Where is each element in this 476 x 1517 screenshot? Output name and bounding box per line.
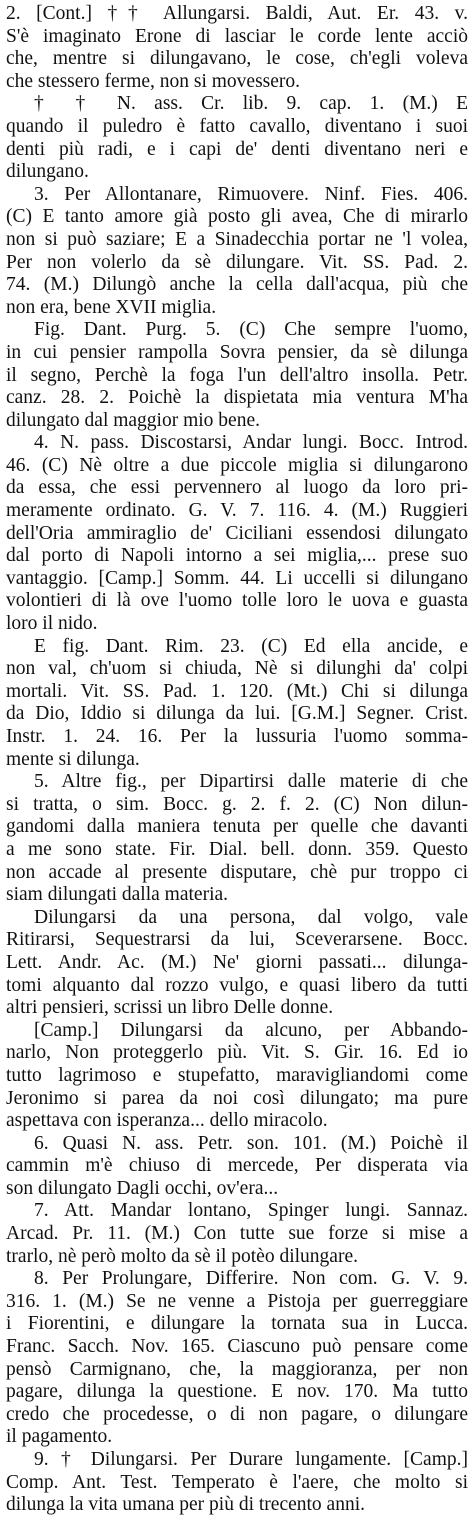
- text-line: cammin m'è chiuso di mercede, Per disperata via: [6, 1155, 468, 1177]
- text-line: S'è imaginato Erone di lasciar le corde lente acciò: [6, 25, 468, 47]
- text-line: Lett. Andr. Ac. (M.) Ne' giorni passati... dilunga-: [6, 951, 468, 973]
- text-line: pensò Carmignano, che, la maggioranza, per non: [6, 1358, 468, 1380]
- text-line: mente si dilunga.: [6, 748, 140, 770]
- text-line: mortali. Vit. SS. Pad. 1. 120. (Mt.) Chi si dilunga: [6, 680, 468, 702]
- text-line: volontieri di là ove l'uomo tolle loro le uova e guasta: [6, 590, 468, 612]
- text-line: dal porto di Napoli intorno a sei miglia,... prese suo: [6, 545, 468, 567]
- text-line: si tratta, o sim. Bocc. g. 2. f. 2. (C) Non dilun-: [6, 793, 468, 815]
- text-line: dilunga la vita umana per più di trecento anni.: [6, 1494, 366, 1516]
- text-line: altri pensieri, scrissi un libro Delle donne.: [6, 997, 334, 1019]
- text-line: quando il puledro è fatto cavallo, diventano i suoi: [6, 115, 468, 137]
- text-line: siam dilungati dalla materia.: [6, 884, 229, 906]
- text-line: da essa, che essi pervennero al luogo da loro pri-: [6, 477, 468, 499]
- text-line: (C) E tanto amore già posto gli avea, Che di mirarlo: [6, 206, 468, 228]
- text-line: il segno, Perchè la foga l'un dell'altro insolla. Petr.: [6, 364, 468, 386]
- text-line: Dilungarsi da una persona, dal volgo, vale: [34, 906, 468, 928]
- text-line: i Fiorentini, e dilungare la tornata sua in Lucca.: [6, 1313, 468, 1335]
- text-line: aspettava con isperanza... dello miracolo.: [6, 1110, 328, 1132]
- text-line: Jeronimo si parea da noi così dilungato; ma pure: [6, 1087, 468, 1109]
- text-line: da Dio, Iddio si dilunga da lui. [G.M.] Segner. Crist.: [6, 703, 468, 725]
- text-line: narlo, Non proteggerlo più. Vit. S. Gir. 16. Ed io: [6, 1042, 468, 1064]
- text-line: trarlo, nè però molto da sè il potèo dilungare.: [6, 1245, 358, 1267]
- text-line: non era, bene XVII miglia.: [6, 296, 217, 318]
- text-line: 74. (M.) Dilungò anche la cella dall'acqua, più che: [6, 274, 468, 296]
- text-line: credo che procedesse, o di non pagare, o dilungare: [6, 1403, 468, 1425]
- text-line: Instr. 1. 24. 16. Per la lussuria l'uomo somma-: [6, 726, 468, 747]
- text-line: meramente ordinato. G. V. 7. 116. 4. (M.) Ruggieri: [6, 500, 468, 522]
- text-line: Arcad. Pr. 11. (M.) Con tutte sue forze si mise a: [6, 1223, 468, 1245]
- text-line: pagare, dilunga la questione. E nov. 170. Ma tutto: [6, 1381, 468, 1403]
- text-line: 7. Att. Mandar lontano, Spinger lungi. Sannaz.: [34, 1200, 468, 1222]
- text-line: loro il nido.: [6, 613, 98, 635]
- text-line: Ritirarsi, Sequestrarsi da lui, Sceverarsene. Bocc.: [6, 929, 468, 951]
- text-line: Per non volerlo da sè dilungare. Vit. SS. Pad. 2.: [6, 251, 468, 273]
- text-line: 2. [Cont.] †† Allungarsi. Baldi, Aut. Er. 43. v.: [6, 3, 468, 24]
- text-line: 8. Per Prolungare, Differire. Non com. G. V. 9.: [34, 1268, 468, 1290]
- dictionary-page: [6, 0, 468, 1517]
- text-line: Comp. Ant. Test. Temperato è l'aere, che molto si: [6, 1471, 468, 1493]
- text-line: [Camp.] Dilungarsi da alcuno, per Abbando-: [34, 1019, 468, 1041]
- text-line: gandomi dalla maniera tenuta per quelle che davanti: [6, 816, 468, 838]
- text-line: E fig. Dant. Rim. 23. (C) Ed ella ancide, e: [34, 635, 468, 657]
- text-line: Franc. Sacch. Nov. 165. Ciascuno può pensare come: [6, 1336, 468, 1358]
- text-line: dilungano.: [6, 161, 89, 183]
- text-line: che stessero ferme, non si movessero.: [6, 70, 301, 92]
- text-line: non val, ch'uom si chiuda, Nè si dilunghi da' colpi: [6, 658, 468, 680]
- text-line: dell'Oria ammiraglio de' Ciciliani essendosi dilungato: [6, 522, 468, 544]
- text-line: che, mentre si dilungavano, le cose, ch'egli voleva: [6, 48, 468, 70]
- text-line: denti più radi, e i capi de' denti diventano neri e: [6, 138, 468, 160]
- text-line: tomi alquanto dal rozzo vulgo, e quasi libero da tutti: [6, 974, 468, 996]
- text-line: non accade al presente disputare, chè pur troppo ci: [6, 861, 468, 883]
- text-line: in cui pensier rampolla Sovra pensier, da sè dilunga: [6, 341, 468, 363]
- text-line: 6. Quasi N. ass. Petr. son. 101. (M.) Poichè il: [34, 1132, 468, 1154]
- text-line: il pagamento.: [6, 1426, 113, 1448]
- text-line: vantaggio. [Camp.] Somm. 44. Li uccelli si dilungano: [6, 567, 468, 589]
- text-line: 4. N. pass. Discostarsi, Andar lungi. Bocc. Introd.: [34, 432, 468, 454]
- text-line: 5. Altre fig., per Dipartirsi dalle materie di che: [34, 771, 468, 793]
- text-line: 46. (C) Nè oltre a due piccole miglia si dilungarono: [6, 454, 468, 476]
- text-line: dilungato dal maggior mio bene.: [6, 409, 260, 431]
- text-line: 316. 1. (M.) Se ne venne a Pistoja per guerreggiare: [6, 1290, 468, 1312]
- text-line: 9. † Dilungarsi. Per Durare lungamente. [Camp.]: [34, 1449, 468, 1470]
- text-line: tutto lagrimoso e stupefatto, maravigliandomi come: [6, 1064, 468, 1086]
- text-line: non si può saziare; E a Sinadecchia portar ne 'l volea,: [6, 228, 468, 250]
- text-line: 3. Per Allontanare, Rimuovere. Ninf. Fies. 406.: [34, 183, 468, 205]
- text-line: Fig. Dant. Purg. 5. (C) Che sempre l'uomo,: [34, 319, 468, 341]
- text-line: a me sono state. Fir. Dial. bell. donn. 359. Questo: [6, 838, 468, 860]
- text-line: † † N. ass. Cr. lib. 9. cap. 1. (M.) E: [34, 93, 468, 115]
- text-line: son dilungato Dagli occhi, ov'era...: [6, 1177, 279, 1199]
- text-line: canz. 28. 2. Poichè la dispietata mia ventura M'ha: [6, 387, 468, 409]
